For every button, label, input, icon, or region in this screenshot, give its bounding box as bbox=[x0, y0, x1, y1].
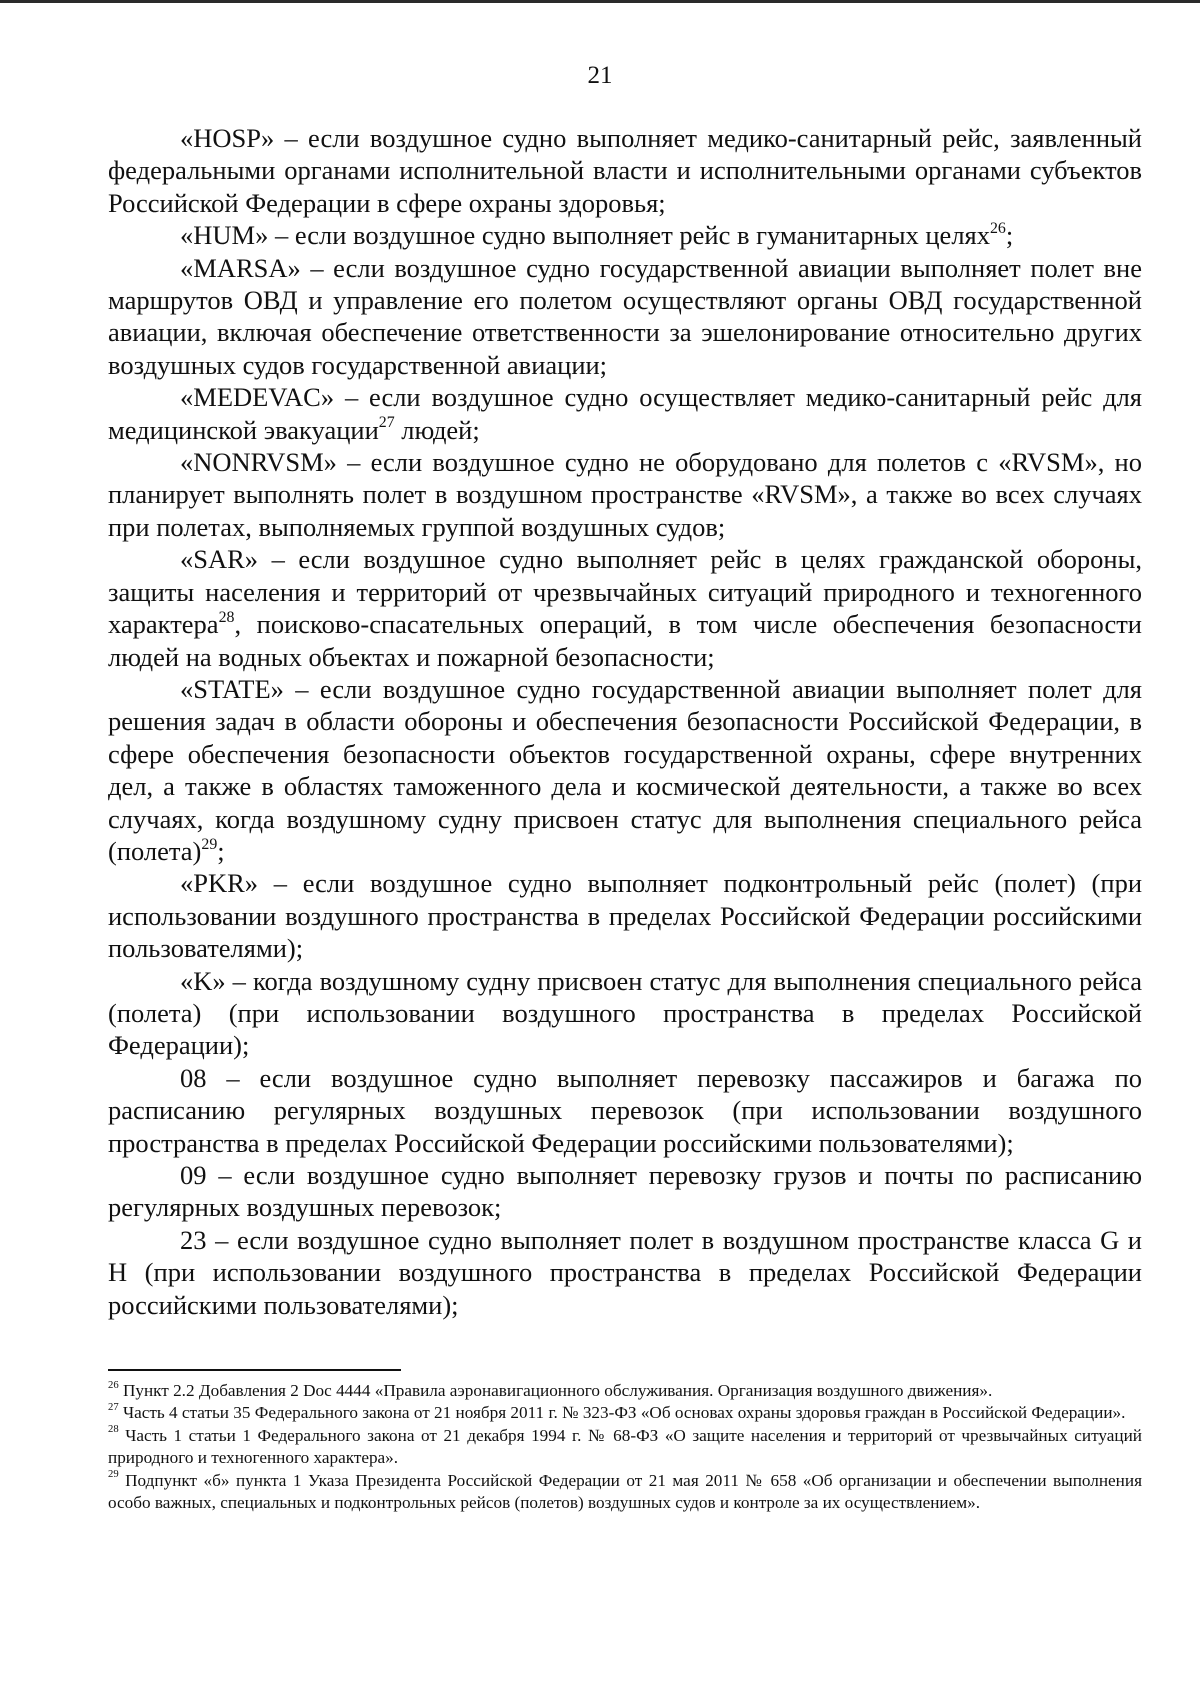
footnote-separator bbox=[108, 1369, 401, 1371]
page-top-edge bbox=[0, 0, 1200, 3]
footnote-ref[interactable]: 29 bbox=[201, 835, 218, 853]
footnote-mark: 29 bbox=[108, 1469, 119, 1481]
footnote-ref[interactable]: 27 bbox=[378, 414, 395, 432]
footnote-29: $^{29}$ Подпункт «б» пункта 1 Указа Президента Российской Федерации от 21 мая 2011 № 658 «Об организации и обеспечении выполнения особо важных, специальных и подконтрольных рейсов (полетов) воздушных судов и контроле за их осуществлением». bbox=[108, 1469, 1142, 1513]
paragraph-23: 23 – если воздушное судно выполняет полет в воздушном пространстве класса G и H (при использовании воздушного пространства в пределах Российской Федерации российскими пользователями); bbox=[108, 1224, 1142, 1320]
footnote-mark: 28 bbox=[108, 1424, 119, 1436]
paragraph-marsa: «MARSA» – если воздушное судно государственной авиации выполняет полет вне маршрутов ОВД и управление его полетом осуществляют органы ОВД государственной авиации, включая обеспечение ответственности за эшелонирование относительно других воздушных судов государственной авиации; bbox=[108, 252, 1142, 380]
footnote-26: $^{26}$ Пункт 2.2 Добавления 2 Doc 4444 «Правила аэронавигационного обслуживания. Организация воздушного движения». bbox=[108, 1379, 993, 1400]
footnote-mark: 26 bbox=[108, 1379, 119, 1391]
paragraph-state: «STATE» – если воздушное судно государственной авиации выполняет полет для решения задач в области обороны и обеспечения безопасности Российской Федерации, в сфере обеспечения безопасности объектов государственной охраны, сфере внутренних дел, а также в областях таможенного дела и космической деятельности, а также во всех случаях, когда воздушному судну присвоен статус для выполнения специального рейса (полета)$^{29}$; bbox=[108, 673, 1142, 866]
paragraph-hum: «HUM» – если воздушное судно выполняет рейс в гуманитарных целях$^{26}$; bbox=[180, 219, 1014, 251]
footnotes bbox=[108, 1380, 1142, 1514]
page-number: 21 bbox=[587, 62, 613, 89]
footnote-28: $^{28}$ Часть 1 статьи 1 Федерального закона от 21 декабря 1994 г. № 68-ФЗ «О защите населения и территорий от чрезвычайных ситуаций природного и техногенного характера». bbox=[108, 1424, 1142, 1468]
paragraph-nonrvsm: «NONRVSM» – если воздушное судно не оборудовано для полетов с «RVSM», но планирует выполнять полет в воздушном пространстве «RVSM», а также во всех случаях при полетах, выполняемых группой воздушных судов; bbox=[108, 447, 1142, 542]
main-text bbox=[108, 122, 1142, 1321]
footnote-ref[interactable]: 28 bbox=[218, 608, 235, 626]
footnote-27: $^{27}$ Часть 4 статьи 35 Федерального закона от 21 ноября 2011 г. № 323-ФЗ «Об основах охраны здоровья граждан в Российской Федерации». bbox=[108, 1402, 1126, 1423]
paragraph-k: «K» – когда воздушному судну присвоен статус для выполнения специального рейса (полета) (при использовании воздушного пространства в пределах Российской Федерации); bbox=[108, 965, 1142, 1061]
paragraph-sar: «SAR» – если воздушное судно выполняет рейс в целях гражданской обороны, защиты населения и территорий от чрезвычайных ситуаций природного и техногенного характера$^{28}$, поисково-спасательных операций, в том числе обеспечения безопасности людей на водных объектах и пожарной безопасности; bbox=[108, 544, 1142, 672]
paragraph-09: 09 – если воздушное судно выполняет перевозку грузов и почты по расписанию регулярных воздушных перевозок; bbox=[108, 1160, 1142, 1223]
paragraph-medevac: «MEDEVAC» – если воздушное судно осуществляет медико-санитарный рейс для медицинской эвакуации$^{27}$ людей; bbox=[108, 382, 1142, 445]
paragraph-pkr: «PKR» – если воздушное судно выполняет подконтрольный рейс (полет) (при использовании воздушного пространства в пределах Российской Федерации российскими пользователями); bbox=[108, 868, 1142, 964]
paragraph-08: 08 – если воздушное судно выполняет перевозку пассажиров и багажа по расписанию регулярных воздушных перевозок (при использовании воздушного пространства в пределах Российской Федерации российскими пользователями); bbox=[108, 1062, 1142, 1158]
footnote-ref[interactable]: 26 bbox=[989, 219, 1006, 237]
paragraph-hosp: «HOSP» – если воздушное судно выполняет медико-санитарный рейс, заявленный федеральными органами исполнительной власти и исполнительными органами субъектов Российской Федерации в сфере охраны здоровья; bbox=[108, 123, 1142, 218]
footnote-mark: 27 bbox=[108, 1402, 119, 1414]
